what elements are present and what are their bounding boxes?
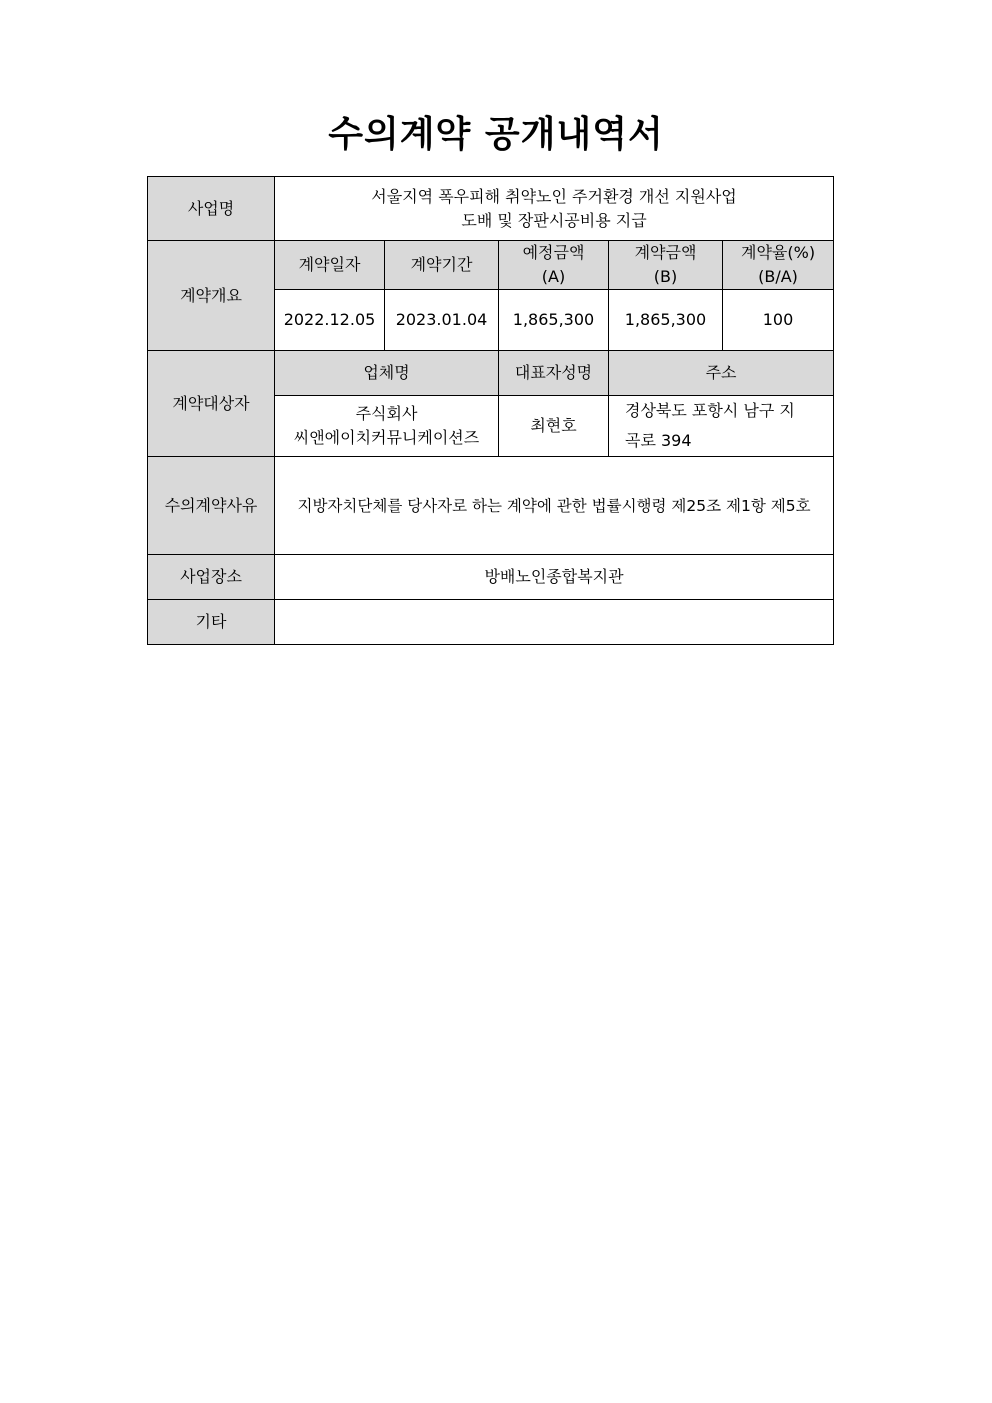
location-row	[148, 555, 834, 600]
overview-label: 계약개요	[148, 241, 275, 351]
contract-period-header: 계약기간	[385, 241, 499, 290]
project-label: 사업명	[148, 177, 275, 241]
document-title: 수의계약 공개내역서	[328, 114, 664, 155]
reason-value: 지방자치단체를 당사자로 하는 계약에 관한 법률시행령 제25조 제1항 제5호	[275, 457, 834, 555]
project-name-line2: 도배 및 장판시공비용 지급	[461, 210, 647, 230]
contract-amount-header: 계약금액 (B)	[609, 241, 723, 290]
estimated-amount-value: 1,865,300	[499, 290, 609, 351]
project-row	[148, 177, 834, 241]
address-value: 경상북도 포항시 남구 지 곡로 394	[609, 396, 834, 457]
company-name-header: 업체명	[275, 351, 499, 396]
etc-row	[148, 600, 834, 645]
location-value: 방배노인종합복지관	[275, 555, 834, 600]
contract-rate-header: 계약율(%) (B/A)	[723, 241, 834, 290]
etc-value	[275, 600, 834, 645]
contract-date-value: 2022.12.05	[275, 290, 385, 351]
contract-amount-value: 1,865,300	[609, 290, 723, 351]
project-name	[275, 177, 834, 241]
project-name-line1: 서울지역 폭우피해 취약노인 주거환경 개선 지원사업	[371, 186, 737, 206]
company-name-value: 주식회사 씨앤에이치커뮤니케이션즈	[275, 396, 499, 457]
ceo-name-header: 대표자성명	[499, 351, 609, 396]
contractor-label: 계약대상자	[148, 351, 275, 457]
contractor-header-row	[148, 351, 834, 396]
location-label: 사업장소	[148, 555, 275, 600]
etc-label: 기타	[148, 600, 275, 645]
address-header: 주소	[609, 351, 834, 396]
overview-header-row	[148, 241, 834, 290]
reason-label: 수의계약사유	[148, 457, 275, 555]
reason-row	[148, 457, 834, 555]
contract-table	[147, 176, 834, 645]
contract-rate-value: 100	[723, 290, 834, 351]
estimated-amount-header: 예정금액 (A)	[499, 241, 609, 290]
contract-period-value: 2023.01.04	[385, 290, 499, 351]
ceo-name-value: 최현호	[499, 396, 609, 457]
contract-date-header: 계약일자	[275, 241, 385, 290]
